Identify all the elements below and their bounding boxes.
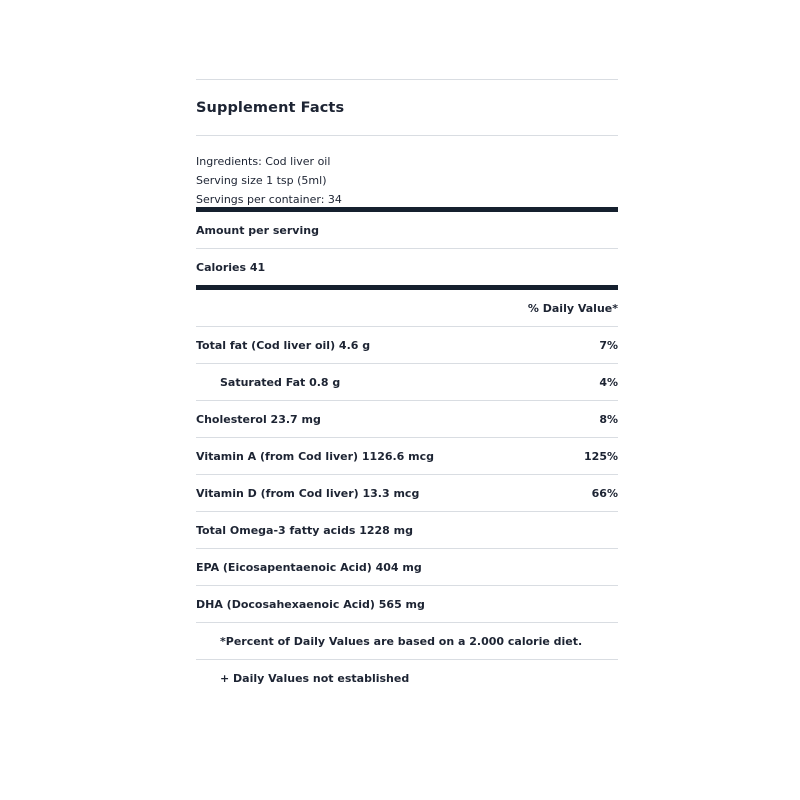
nutrient-row [196, 549, 618, 585]
nutrient-daily-value: 66% [591, 486, 618, 500]
nutrient-row [196, 327, 618, 363]
serving-size-text: Serving size 1 tsp (5ml) [196, 174, 327, 187]
nutrient-label: Cholesterol 23.7 mg [196, 412, 321, 426]
servings-per-container-text: Servings per container: 34 [196, 193, 342, 206]
nutrient-label: Total Omega-3 fatty acids 1228 mg [196, 523, 413, 537]
nutrient-daily-value: 4% [599, 375, 618, 389]
percent-daily-value-footnote: *Percent of Daily Values are based on a 2.000 calorie diet. [220, 634, 583, 648]
panel-title: Supplement Facts [196, 99, 345, 116]
nutrient-row [196, 401, 618, 437]
supplement-facts-panel [196, 79, 618, 696]
nutrient-label: Saturated Fat 0.8 g [220, 375, 341, 389]
ingredients-text: Ingredients: Cod liver oil [196, 155, 331, 168]
nutrient-row [196, 475, 618, 511]
not-established-footnote: + Daily Values not established [220, 671, 410, 685]
daily-value-header: % Daily Value* [527, 301, 618, 315]
nutrient-label: DHA (Docosahexaenoic Acid) 565 mg [196, 597, 425, 611]
footnote-row [196, 623, 618, 659]
nutrient-label: EPA (Eicosapentaenoic Acid) 404 mg [196, 560, 422, 574]
nutrient-label: Vitamin A (from Cod liver) 1126.6 mcg [196, 449, 435, 463]
nutrient-row [196, 586, 618, 622]
nutrient-daily-value: 125% [584, 449, 618, 463]
nutrient-row [196, 364, 618, 400]
calories-row [196, 249, 618, 285]
nutrient-label: Total fat (Cod liver oil) 4.6 g [196, 338, 371, 352]
nutrient-daily-value: 7% [599, 338, 618, 352]
amount-per-serving-row [196, 212, 618, 248]
footnote-row [196, 660, 618, 696]
nutrient-label: Vitamin D (from Cod liver) 13.3 mcg [196, 486, 420, 500]
nutrient-row [196, 512, 618, 548]
calories-label: Calories 41 [196, 260, 266, 274]
product-info [196, 136, 618, 207]
amount-per-serving-label: Amount per serving [196, 223, 319, 237]
nutrient-row [196, 438, 618, 474]
daily-value-header-row [196, 290, 618, 326]
nutrient-daily-value: 8% [599, 412, 618, 426]
